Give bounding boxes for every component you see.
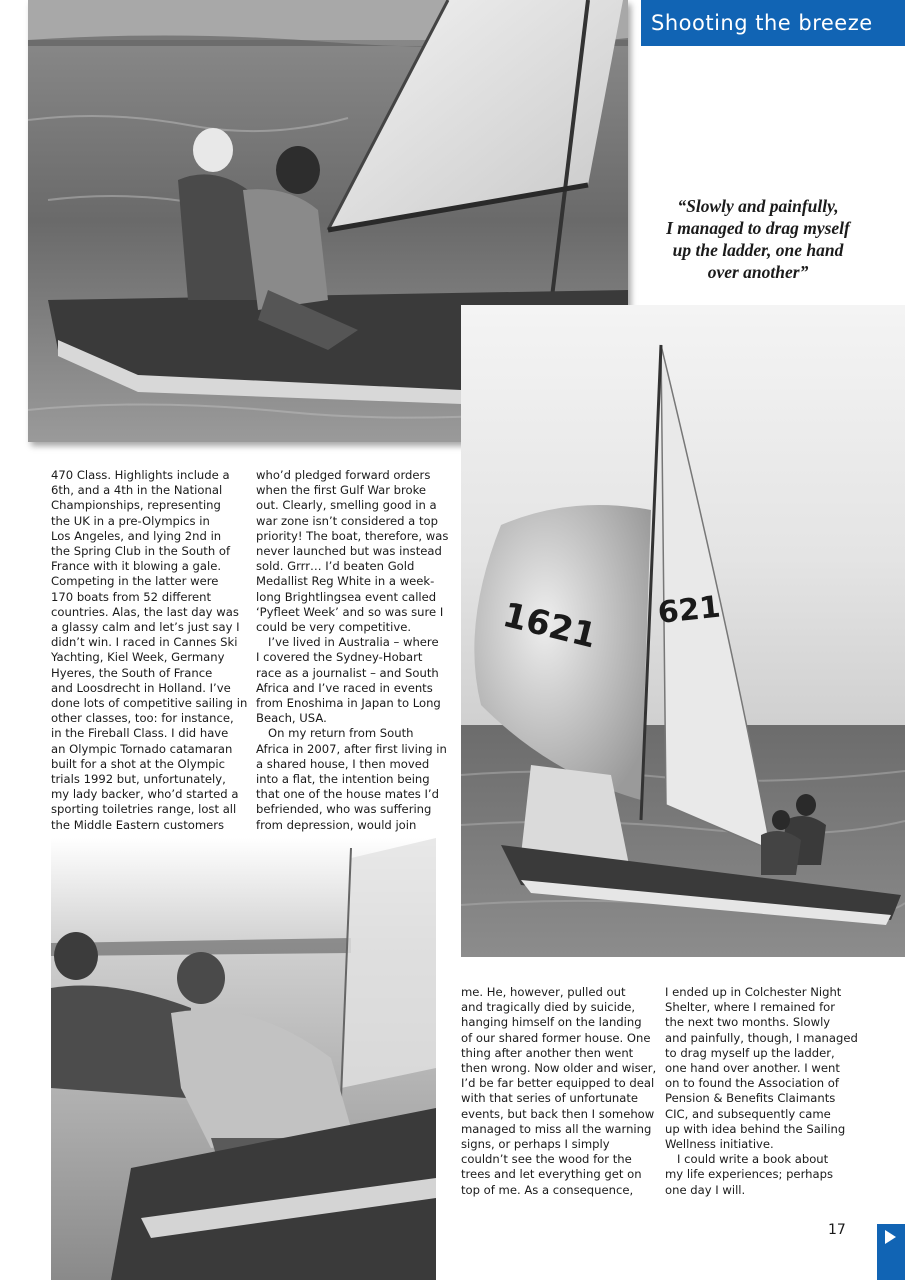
body-text-line: ‘Pyfleet Week’ and so was sure I	[256, 604, 444, 619]
body-text-line: other classes, too: for instance,	[51, 711, 234, 726]
body-text-line: out. Clearly, smelling good in a	[256, 498, 437, 513]
body-text-line: with that series of unfortunate	[461, 1091, 639, 1106]
body-text-line: priority! The boat, therefore, was	[256, 528, 449, 543]
page-number: 17	[828, 1222, 846, 1238]
body-text-line: on to found the Association of	[665, 1076, 839, 1091]
body-column-1	[51, 468, 248, 833]
body-text-line: never launched but was instead	[256, 544, 442, 559]
body-text-line: Pension & Benefits Claimants	[665, 1091, 836, 1106]
body-text-line: trials 1992 but, unfortunately,	[51, 772, 226, 787]
body-text-line: France with it blowing a gale.	[51, 559, 222, 574]
body-text-line: and Loosdrecht in Holland. I’ve	[51, 680, 231, 695]
body-text-line: trees and let everything get on	[461, 1167, 642, 1182]
body-text-line: my lady backer, who’d started a	[51, 787, 239, 802]
body-text-line: up with idea behind the Sailing	[665, 1121, 846, 1136]
body-text-line: sporting toiletries range, lost all	[51, 802, 237, 817]
page-marker	[877, 1224, 905, 1280]
body-text-line: Shelter, where I remained for	[665, 1000, 836, 1015]
body-text-line: a glassy calm and let’s just say I	[51, 620, 240, 635]
pull-quote-line: over another”	[707, 262, 809, 282]
body-text-line: signs, or perhaps I simply	[461, 1137, 610, 1152]
body-text-line: a shared house, I then moved	[256, 756, 430, 771]
body-text-line: Yachting, Kiel Week, Germany	[51, 650, 225, 665]
body-text-line: from Enoshima in Japan to Long	[256, 696, 441, 711]
body-text-line: top of me. As a consequence,	[461, 1182, 634, 1197]
body-text-line: Wellness initiative.	[665, 1137, 774, 1152]
body-text-line: built for a shot at the Olympic	[51, 756, 226, 771]
body-text-line: the Middle Eastern customers	[51, 817, 225, 832]
body-text-line: Hyeres, the South of France	[51, 665, 213, 680]
body-text-line: war zone isn’t considered a top	[256, 513, 438, 528]
photo-sailors-hiking	[51, 838, 436, 1280]
body-text-line: 470 Class. Highlights include a	[51, 468, 230, 482]
spinnaker-dinghy-photo	[461, 305, 905, 957]
body-text-line: the UK in a pre-Olympics in	[51, 513, 210, 528]
body-text-line: Africa and I’ve raced in events	[256, 680, 433, 695]
sail-number-right: 621	[656, 589, 723, 631]
body-text-line: Championships, representing	[51, 498, 221, 513]
section-title-tab	[641, 0, 905, 46]
body-text-line: of our shared former house. One	[461, 1030, 651, 1045]
body-text-line: race as a journalist – and South	[256, 665, 439, 680]
body-text-line: into a flat, the intention being	[256, 772, 430, 787]
section-title: Shooting the breeze	[651, 11, 873, 35]
body-text-line: one hand over another. I went	[665, 1061, 840, 1076]
body-text-line: my life experiences; perhaps	[665, 1167, 833, 1182]
body-text-line: couldn’t see the wood for the	[461, 1152, 632, 1167]
body-text-line: I’d be far better equipped to deal	[461, 1076, 655, 1091]
body-text-line: from depression, would join	[256, 817, 417, 832]
pull-quote-line: I managed to drag myself	[666, 218, 850, 238]
play-arrow-icon	[885, 1230, 896, 1244]
body-text-line: then wrong. Now older and wiser,	[461, 1061, 657, 1076]
body-text-line: befriended, who was suffering	[256, 802, 432, 817]
body-text-line: to drag myself up the ladder,	[665, 1045, 835, 1060]
body-text-line: Africa in 2007, after first living in	[256, 741, 447, 756]
body-column-2	[256, 468, 449, 833]
body-text-line: Competing in the latter were	[51, 574, 219, 589]
sail-number-left: 1621	[498, 594, 601, 657]
body-text-line: the next two months. Slowly	[665, 1015, 831, 1030]
body-column-3	[461, 985, 657, 1198]
body-text-line: me. He, however, pulled out	[461, 985, 626, 999]
body-text-line: and painfully, though, I managed	[665, 1030, 858, 1045]
body-column-4	[665, 985, 858, 1198]
body-text-line: and tragically died by suicide,	[461, 1000, 636, 1015]
body-text-line: I’ve lived in Australia – where	[268, 635, 439, 650]
pull-quote-line: up the ladder, one hand	[672, 240, 844, 260]
body-text-line: Medallist Reg White in a week-	[256, 574, 435, 589]
body-text-line: didn’t win. I raced in Cannes Ski	[51, 635, 238, 650]
body-text-line: countries. Alas, the last day was	[51, 604, 239, 619]
body-text-line: done lots of competitive sailing in	[51, 696, 248, 711]
body-text-line: when the first Gulf War broke	[256, 483, 427, 498]
body-text-line: the Spring Club in the South of	[51, 544, 231, 559]
body-text-line: in the Fireball Class. I did have	[51, 726, 229, 741]
body-text-line: Los Angeles, and lying 2nd in	[51, 528, 222, 543]
body-text-line: I ended up in Colchester Night	[665, 985, 842, 999]
pull-quote-line: “Slowly and painfully,	[677, 196, 839, 216]
body-text-line: I could write a book about	[677, 1152, 829, 1167]
body-text-line: sold. Grrr… I’d beaten Gold	[256, 559, 415, 574]
body-text-line: thing after another then went	[461, 1045, 634, 1060]
body-text-line: who’d pledged forward orders	[256, 468, 431, 482]
body-text-line: managed to miss all the warning	[461, 1121, 652, 1136]
body-text-line: hanging himself on the landing	[461, 1015, 642, 1030]
body-text-line: 170 boats from 52 different	[51, 589, 211, 604]
body-text-line: Beach, USA.	[256, 711, 327, 726]
sailors-hiking-photo	[51, 838, 436, 1280]
body-text-line: CIC, and subsequently came	[665, 1106, 831, 1121]
body-text-line: long Brightlingsea event called	[256, 589, 437, 604]
pull-quote	[652, 195, 864, 283]
body-text-line: events, but back then I somehow	[461, 1106, 655, 1121]
body-text-line: an Olympic Tornado catamaran	[51, 741, 233, 756]
body-text-line: On my return from South	[268, 726, 414, 741]
body-text-line: I covered the Sydney-Hobart	[256, 650, 423, 665]
body-text-line: one day I will.	[665, 1182, 746, 1197]
body-text-line: could be very competitive.	[256, 620, 412, 635]
body-text-line: 6th, and a 4th in the National	[51, 483, 223, 498]
photo-dinghy-1621	[461, 305, 905, 957]
body-text-line: that one of the house mates I’d	[256, 787, 439, 802]
